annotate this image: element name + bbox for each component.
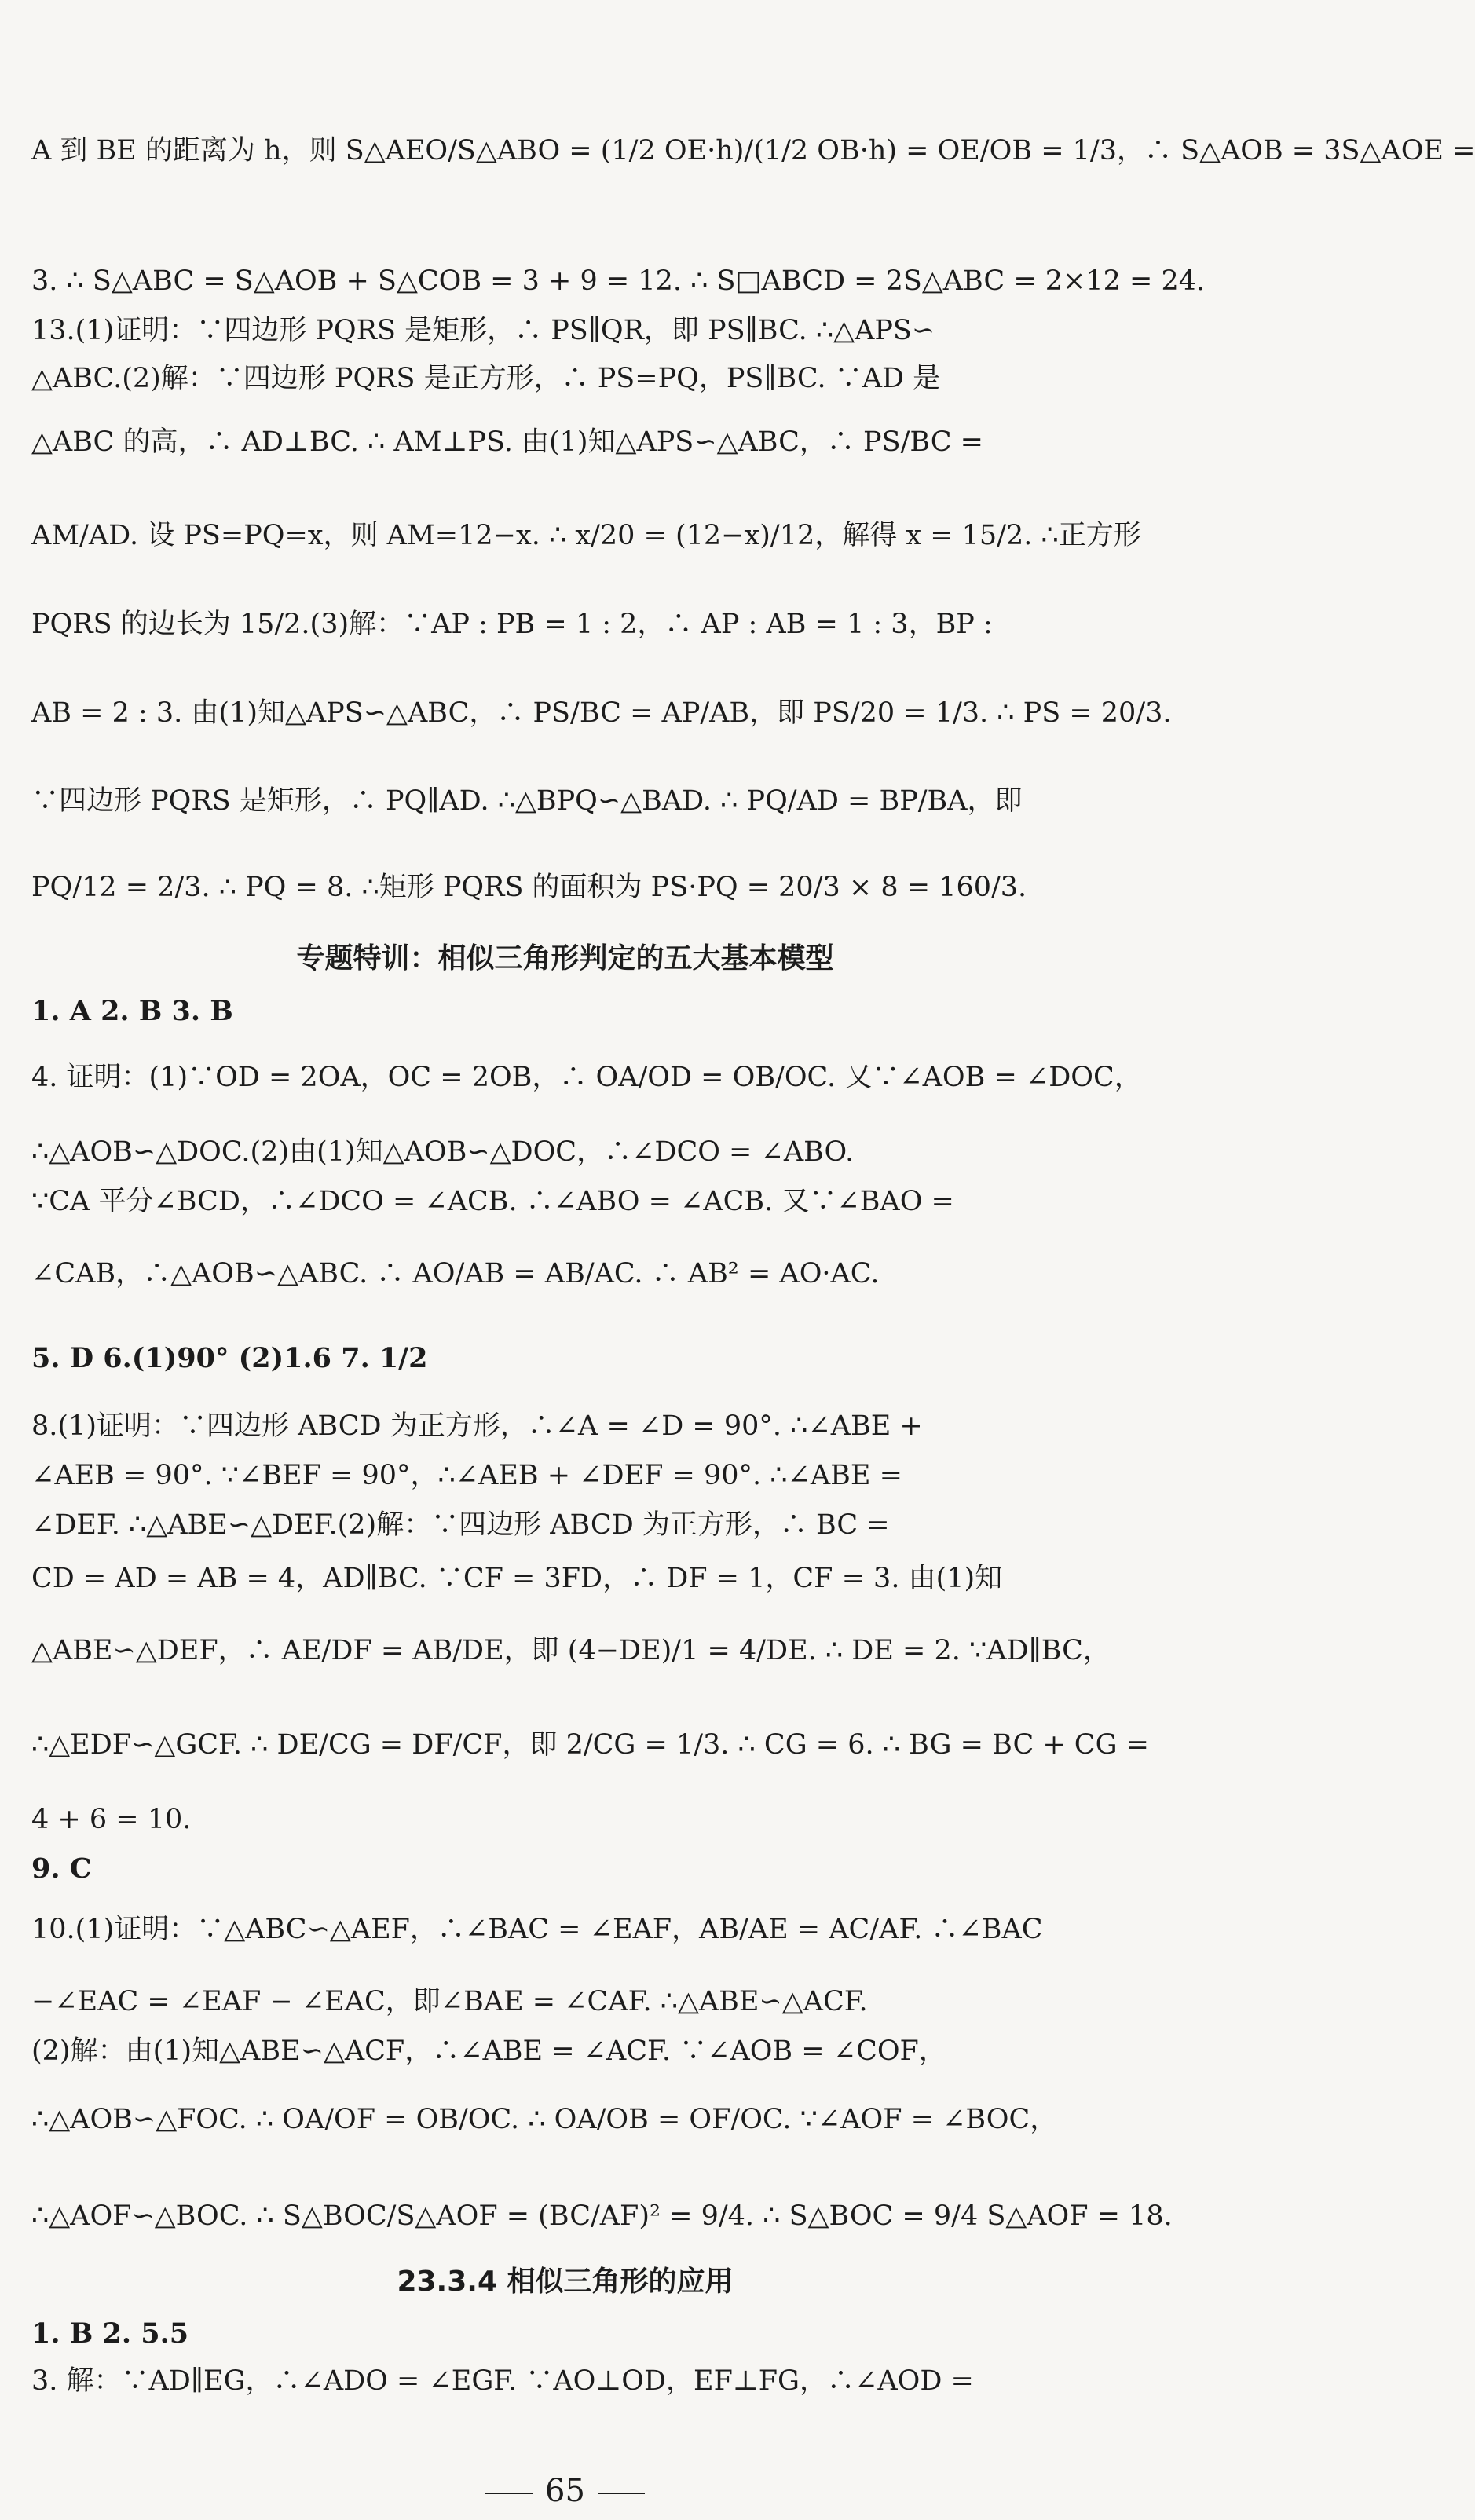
text-line: CD = AD = AB = 4，AD∥BC. ∵CF = 3FD，∴ DF = 1，CF = 3. 由(1)知 — [31, 1563, 1003, 1594]
section-heading: 23.3.4 相似三角形的应用 — [397, 2266, 734, 2298]
text-line: A 到 BE 的距离为 h，则 S△AEO/S△ABO = (1/2 OE·h)/(1/2 OB·h) = OE/OB = 1/3，∴ S△AOB = 3S△AOE = — [31, 135, 1475, 166]
text-line: ∴△AOF∽△BOC. ∴ S△BOC/S△AOF = (BC/AF)² = 9/4. ∴ S△BOC = 9/4 S△AOF = 18. — [31, 2200, 1173, 2232]
text-line: AB = 2 : 3. 由(1)知△APS∽△ABC，∴ PS/BC = AP/AB，即 PS/20 = 1/3. ∴ PS = 20/3. — [31, 697, 1172, 729]
text-line: PQ/12 = 2/3. ∴ PQ = 8. ∴矩形 PQRS 的面积为 PS·PQ = 20/3 × 8 = 160/3. — [31, 872, 1027, 903]
text-line: 13.(1)证明：∵四边形 PQRS 是矩形，∴ PS∥QR，即 PS∥BC. ∴△APS∽ — [31, 315, 935, 346]
text-line: △ABC.(2)解：∵四边形 PQRS 是正方形，∴ PS=PQ，PS∥BC. ∵AD 是 — [31, 363, 941, 394]
text-line: PQRS 的边长为 15/2.(3)解：∵AP : PB = 1 : 2，∴ AP : AB = 1 : 3，BP : — [31, 609, 993, 640]
text-line: ∵CA 平分∠BCD，∴∠DCO = ∠ACB. ∴∠ABO = ∠ACB. 又∵∠BAO = — [31, 1186, 954, 1217]
text-line: 4 + 6 = 10. — [31, 1804, 192, 1835]
page-number: 65 — [0, 2472, 1130, 2510]
answer-line: 1. A 2. B 3. B — [31, 995, 233, 1027]
section-heading: 专题特训：相似三角形判定的五大基本模型 — [296, 942, 834, 975]
text-line: △ABE∽△DEF，∴ AE/DF = AB/DE，即 (4−DE)/1 = 4/DE. ∴ DE = 2. ∵AD∥BC， — [31, 1635, 1111, 1666]
text-line: ∴△AOB∽△DOC.(2)由(1)知△AOB∽△DOC，∴∠DCO = ∠ABO. — [31, 1136, 855, 1168]
text-line: ∴△EDF∽△GCF. ∴ DE/CG = DF/CF，即 2/CG = 1/3. ∴ CG = 6. ∴ BG = BC + CG = — [31, 1729, 1149, 1761]
text-line: ∠DEF. ∴△ABE∽△DEF.(2)解：∵四边形 ABCD 为正方形，∴ BC = — [31, 1509, 890, 1541]
text-line: 10.(1)证明：∵△ABC∽△AEF，∴∠BAC = ∠EAF，AB/AE = AC/AF. ∴∠BAC — [31, 1914, 1043, 1945]
text-line: △ABC 的高，∴ AD⊥BC. ∴ AM⊥PS. 由(1)知△APS∽△ABC，∴ PS/BC = — [31, 426, 983, 458]
answer-line: 5. D 6.(1)90° (2)1.6 7. 1/2 — [31, 1342, 428, 1374]
answer-line: 1. B 2. 5.5 — [31, 2317, 189, 2350]
text-line: 4. 证明：(1)∵OD = 2OA，OC = 2OB，∴ OA/OD = OB/OC. 又∵∠AOB = ∠DOC， — [31, 1062, 1142, 1093]
text-line: ∴△AOB∽△FOC. ∴ OA/OF = OB/OC. ∴ OA/OB = OF/OC. ∵∠AOF = ∠BOC， — [31, 2104, 1058, 2135]
text-line: 8.(1)证明：∵四边形 ABCD 为正方形，∴∠A = ∠D = 90°. ∴∠ABE + — [31, 1410, 923, 1442]
text-line: ∠AEB = 90°. ∵∠BEF = 90°，∴∠AEB + ∠DEF = 90°. ∴∠ABE = — [31, 1460, 902, 1491]
text-line: ∵四边形 PQRS 是矩形，∴ PQ∥AD. ∴△BPQ∽△BAD. ∴ PQ/AD = BP/BA，即 — [31, 785, 1023, 817]
text-line: AM/AD. 设 PS=PQ=x，则 AM=12−x. ∴ x/20 = (12−x)/12，解得 x = 15/2. ∴正方形 — [31, 520, 1141, 551]
text-line: 3. 解：∵AD∥EG，∴∠ADO = ∠EGF. ∵AO⊥OD，EF⊥FG，∴∠AOD = — [31, 2365, 974, 2397]
text-line: −∠EAC = ∠EAF − ∠EAC，即∠BAE = ∠CAF. ∴△ABE∽△ACF. — [31, 1986, 868, 2017]
text-line: (2)解：由(1)知△ABE∽△ACF，∴∠ABE = ∠ACF. ∵∠AOB = ∠COF， — [31, 2035, 946, 2067]
answer-line: 9. C — [31, 1853, 92, 1885]
text-line: ∠CAB，∴△AOB∽△ABC. ∴ AO/AB = AB/AC. ∴ AB² = AO·AC. — [31, 1258, 880, 1289]
text-line: 3. ∴ S△ABC = S△AOB + S△COB = 3 + 9 = 12. ∴ S□ABCD = 2S△ABC = 2×12 = 24. — [31, 265, 1206, 297]
